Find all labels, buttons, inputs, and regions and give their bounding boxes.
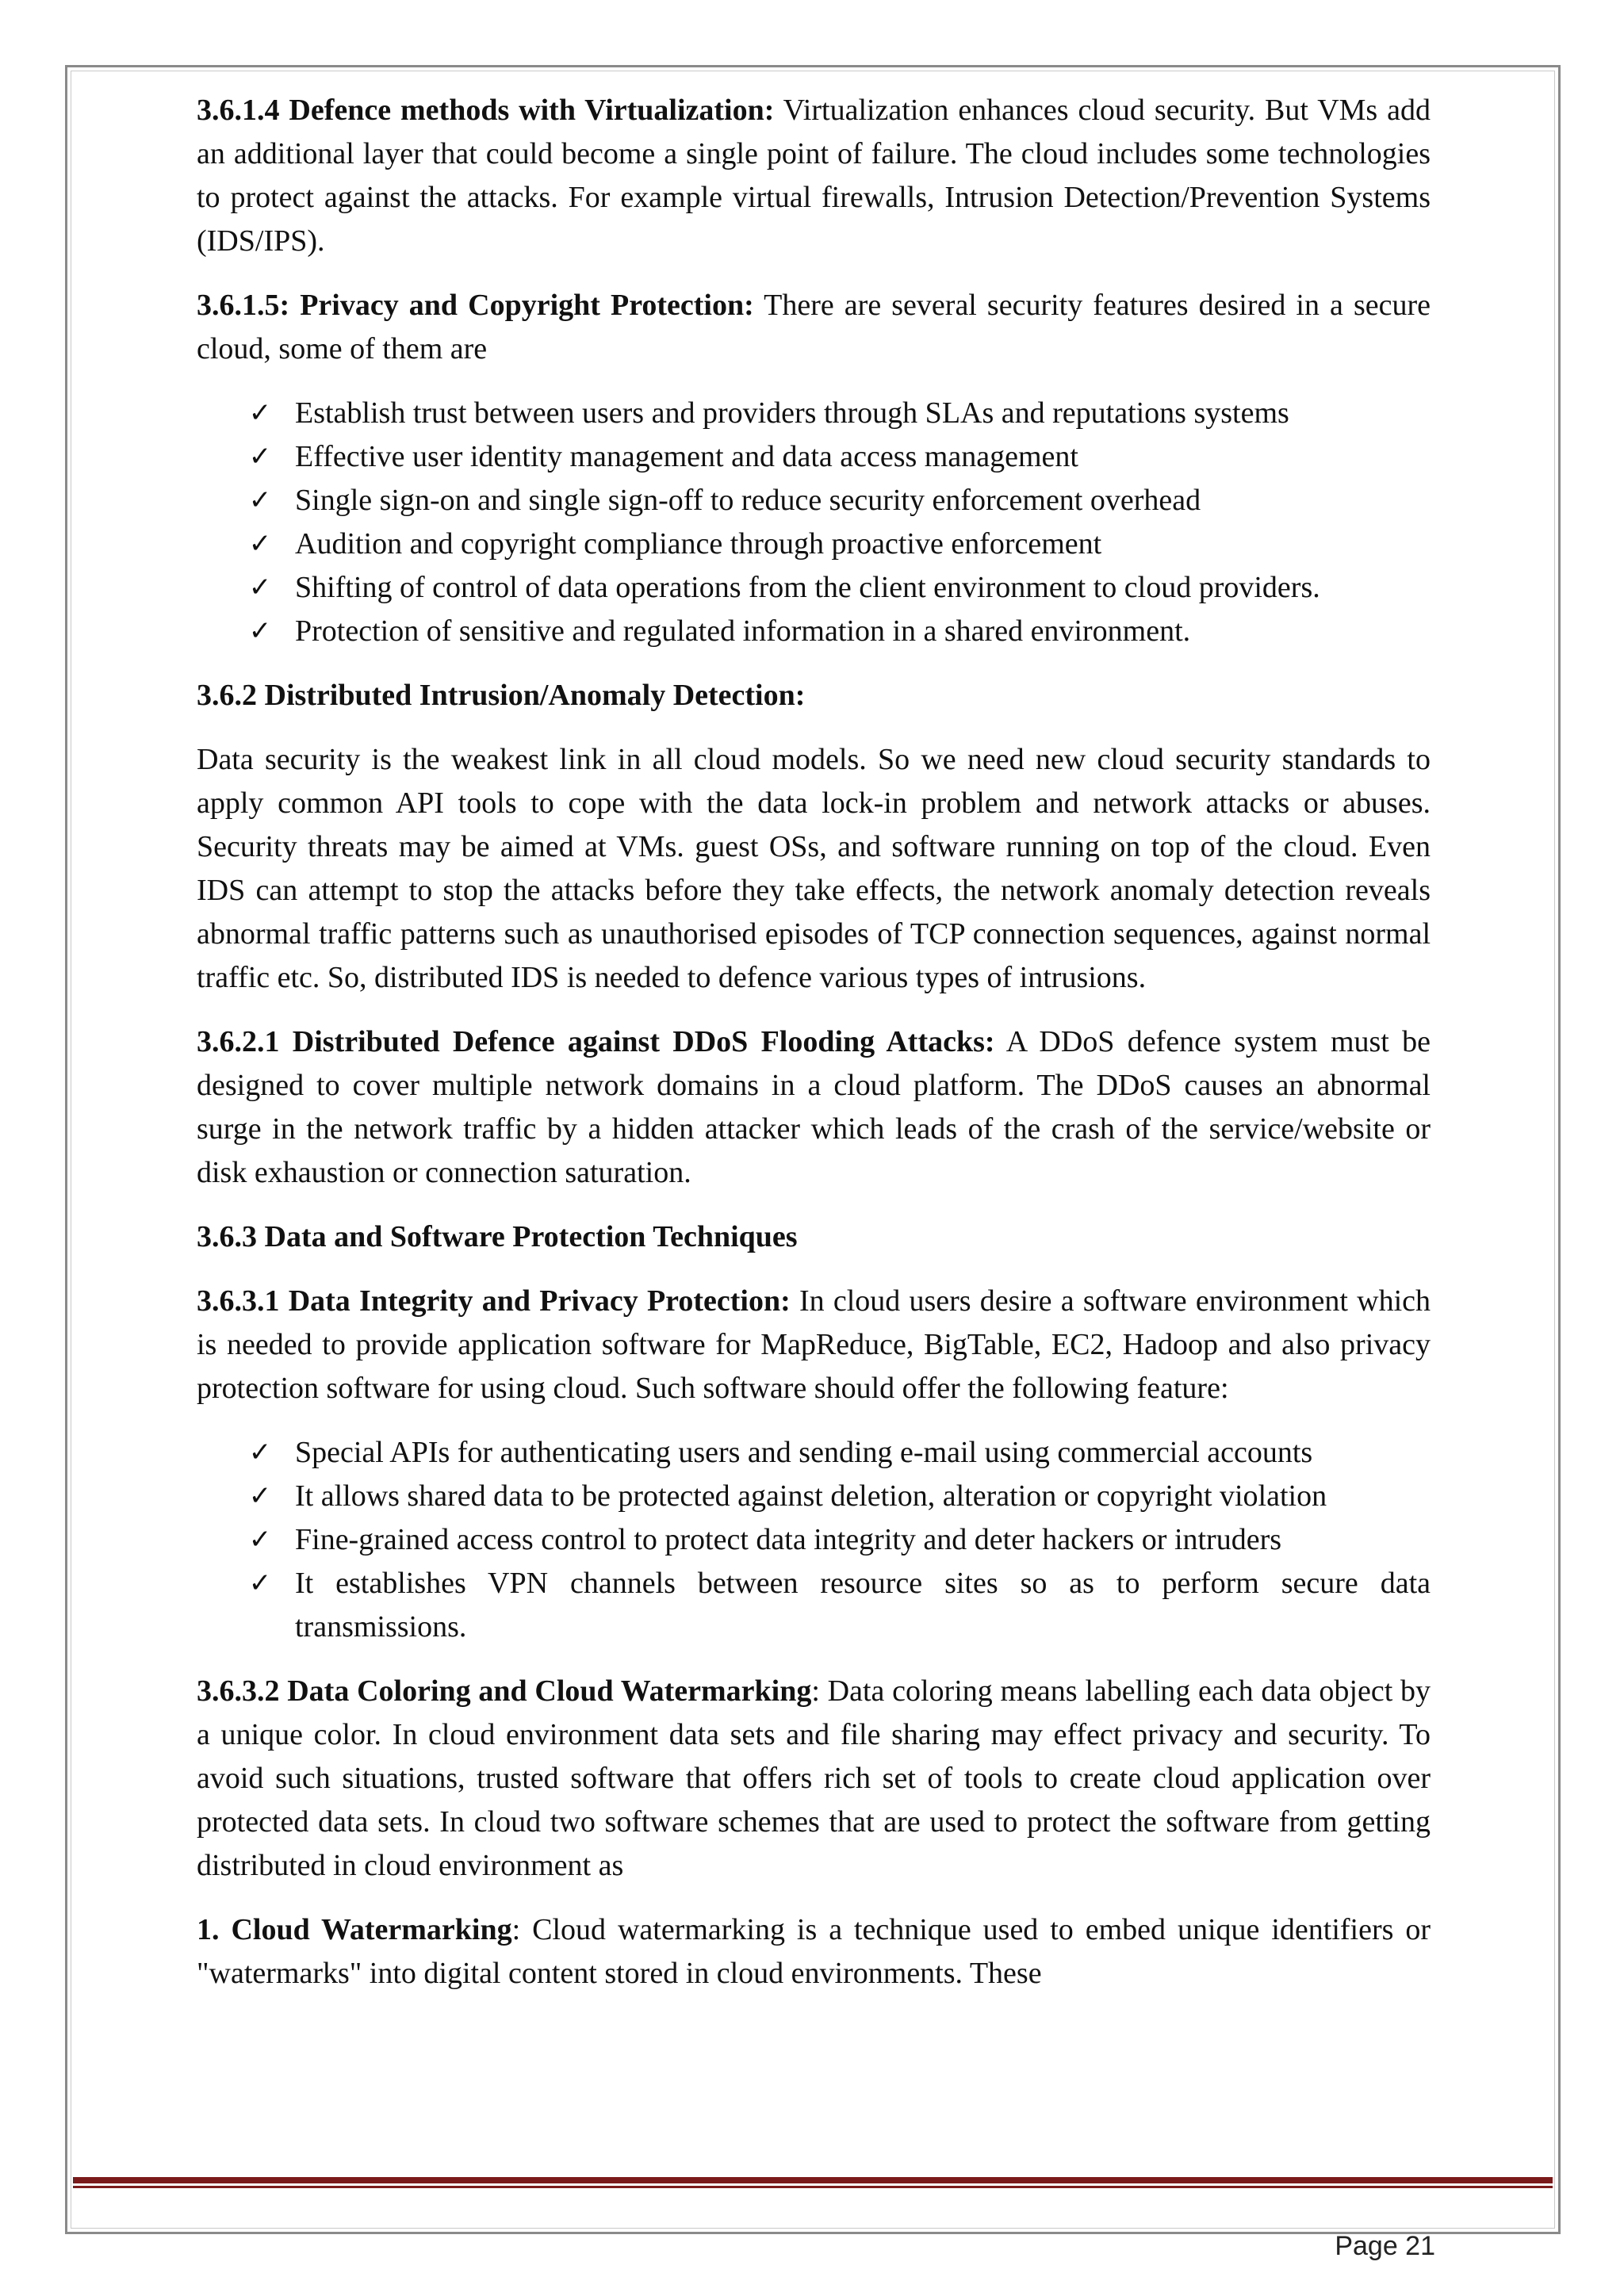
footer-rule-thin (73, 2186, 1553, 2188)
section-3-6-2-heading: 3.6.2 Distributed Intrusion/Anomaly Detection: (197, 679, 806, 712)
section-3-6-1-4-body: Virtualization enhances cloud security. But VMs add an additional layer that could become a single point of failure. The cloud includes some technologies to protect against the attacks. For example virtual firewalls, Intrusion Detection/Prevention Systems (IDS/IPS). (197, 94, 1431, 258)
section-3-6-1-5-title: 3.6.1.5: Privacy and Copyright Protection: (197, 289, 754, 322)
list-item: ✓ Effective user identity management and data access management (244, 435, 1431, 479)
section-3-6-3-1 (197, 1280, 1431, 1410)
list-item: ✓ Fine-grained access control to protect data integrity and deter hackers or intruders (244, 1518, 1431, 1562)
list-item: ✓ It establishes VPN channels between resource sites so as to perform secure data transmissions. (244, 1562, 1431, 1649)
privacy-features-list (197, 392, 1431, 653)
section-3-6-3-1-body: In cloud users desire a software environment which is needed to provide application software for MapReduce, BigTable, EC2, Hadoop and also privacy protection software for using cloud. Such software should offer the following feature: (197, 1284, 1431, 1405)
section-3-6-1-5-body: There are several security features desired in a secure cloud, some of them are (197, 289, 1431, 365)
list-item: ✓ Audition and copyright compliance through proactive enforcement (244, 522, 1431, 566)
checkmark-icon: ✓ (248, 528, 272, 560)
checkmark-icon: ✓ (248, 615, 272, 647)
document-content (197, 89, 1431, 2016)
section-3-6-3-2-body: : Data coloring means labelling each data object by a unique color. In cloud environment data sets and file sharing may effect privacy and security. To avoid such situations, trusted software that offers rich set of tools to create cloud application over protected data sets. In cloud two software schemes that are used to protect the software from getting distributed in cloud environment as (197, 1674, 1431, 1882)
checkmark-icon: ✓ (248, 1567, 272, 1599)
software-features-list (197, 1431, 1431, 1649)
section-3-6-1-4 (197, 89, 1431, 263)
cloud-watermarking-paragraph (197, 1908, 1431, 1996)
cloud-watermarking-body: : Cloud watermarking is a technique used to embed unique identifiers or "watermarks" into digital content stored in cloud environments. These (197, 1913, 1431, 1990)
list-item: ✓ Special APIs for authenticating users and sending e-mail using commercial accounts (244, 1431, 1431, 1475)
section-3-6-3-heading: 3.6.3 Data and Software Protection Techniques (197, 1220, 798, 1253)
checkmark-icon: ✓ (248, 441, 272, 473)
page-number: Page 21 (1335, 2231, 1435, 2261)
checkmark-icon: ✓ (248, 572, 272, 603)
footer-rule-thick (73, 2177, 1553, 2183)
section-3-6-3-1-title: 3.6.3.1 Data Integrity and Privacy Protection: (197, 1284, 791, 1318)
checkmark-icon: ✓ (248, 484, 272, 516)
section-3-6-2-1-title: 3.6.2.1 Distributed Defence against DDoS Flooding Attacks: (197, 1025, 995, 1058)
list-item: ✓ Establish trust between users and providers through SLAs and reputations systems (244, 392, 1431, 435)
section-3-6-1-4-title: 3.6.1.4 Defence methods with Virtualization: (197, 94, 775, 127)
section-3-6-2-body: Data security is the weakest link in all cloud models. So we need new cloud security standards to apply common API tools to cope with the data lock-in problem and network attacks or abuses. Security threats may be aimed at VMs. guest OSs, and software running on top of the cloud. Even IDS can attempt to stop the attacks before they take effects, the network anomaly detection reveals abnormal traffic patterns such as unauthorised episodes of TCP connection sequences, against normal traffic etc. So, distributed IDS is needed to defence various types of intrusions. (197, 743, 1431, 994)
checkmark-icon: ✓ (248, 1480, 272, 1512)
section-3-6-3-2 (197, 1670, 1431, 1888)
checkmark-icon: ✓ (248, 397, 272, 429)
list-item: ✓ Shifting of control of data operations from the client environment to cloud providers. (244, 566, 1431, 610)
section-3-6-3-2-title: 3.6.3.2 Data Coloring and Cloud Watermarking (197, 1674, 812, 1708)
section-3-6-2-1-body: A DDoS defence system must be designed to cover multiple network domains in a cloud platform. The DDoS causes an abnormal surge in the network traffic by a hidden attacker which leads of the crash of the service/website or disk exhaustion or connection saturation. (197, 1025, 1431, 1189)
checkmark-icon: ✓ (248, 1437, 272, 1468)
checkmark-icon: ✓ (248, 1524, 272, 1556)
section-3-6-1-5 (197, 284, 1431, 371)
list-item: ✓ Single sign-on and single sign-off to reduce security enforcement overhead (244, 479, 1431, 522)
footer-rule (73, 2177, 1553, 2188)
section-3-6-2-1 (197, 1020, 1431, 1195)
cloud-watermarking-title: 1. Cloud Watermarking (197, 1913, 512, 1946)
list-item: ✓ It allows shared data to be protected against deletion, alteration or copyright violation (244, 1475, 1431, 1518)
list-item: ✓ Protection of sensitive and regulated information in a shared environment. (244, 610, 1431, 653)
